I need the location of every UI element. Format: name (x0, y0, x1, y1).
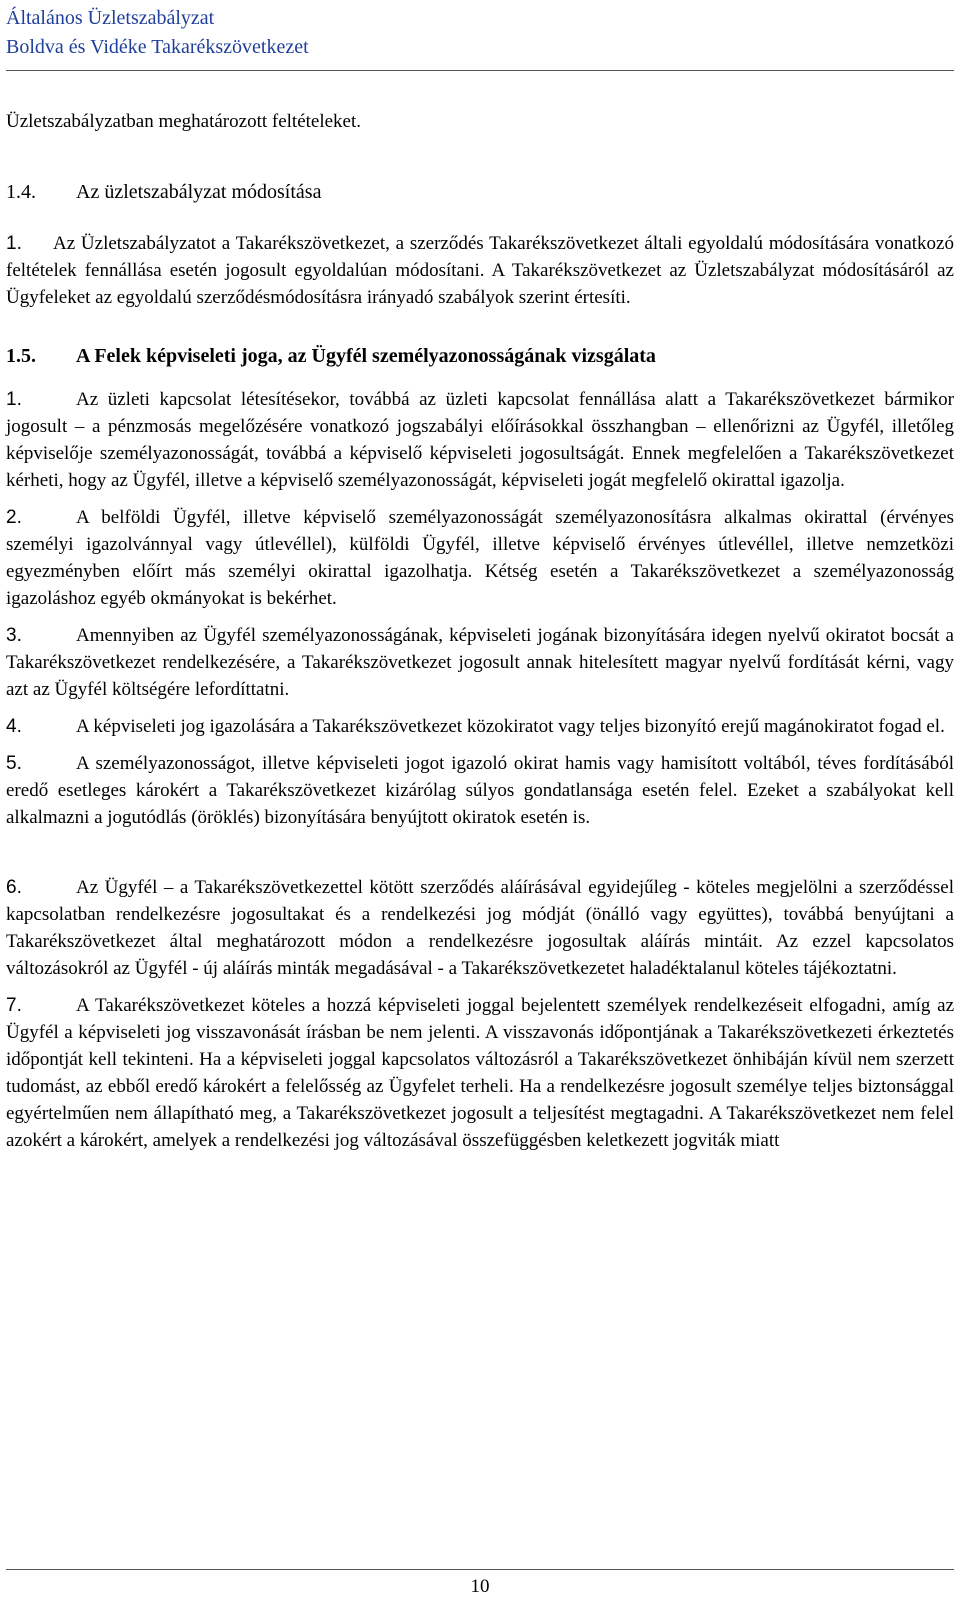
section-number: 1.5. (6, 345, 36, 367)
list-item (6, 992, 954, 1154)
item-number: 2. (6, 507, 22, 528)
footer-rule (6, 1569, 954, 1570)
item-number: 1. (6, 389, 22, 410)
item-text: Amennyiben az Ügyfél személyazonosságának, képviseleti jogának bizonyítására idegen nyelvű okiratot bocsát a Takarékszövetkezet rendelkezésére, a Takarékszövetkezet jogosult annak hitelesített magyar nyelvű fordítását kérni, vagy azt az Ügyfél költségére lefordíttatni. (6, 625, 954, 700)
list-item (6, 230, 954, 311)
item-text: Az Üzletszabályzatot a Takarékszövetkezet, a szerződés Takarékszövetkezet általi egyoldalú módosítására vonatkozó feltételek fennállása esetén jogosult egyoldalúan módosítani. A Takarékszövetkezet az Üzletszabályzat módosításáról az Ügyfeleket az egyoldalú szerződésmódosításra irányadó szabályok szerint értesíti. (6, 233, 954, 308)
item-number: 1. (6, 233, 22, 254)
page-number: 10 (470, 1576, 490, 1597)
list-item (6, 622, 954, 703)
intro-line: Üzletszabályzatban meghatározott feltételeket. (6, 111, 362, 132)
list-item (6, 750, 954, 831)
section-heading-1-5 (6, 342, 954, 370)
section-heading-1-4 (6, 178, 954, 206)
section-title: A Felek képviseleti joga, az Ügyfél személyazonosságának vizsgálata (76, 345, 656, 367)
item-number: 7. (6, 995, 22, 1016)
list-item (6, 713, 954, 740)
item-number: 3. (6, 625, 22, 646)
list-item (6, 386, 954, 494)
header-rule (6, 70, 954, 71)
institution-name: Boldva és Vidéke Takarékszövetkezet (6, 36, 309, 58)
item-number: 6. (6, 877, 22, 898)
section-title: Az üzletszabályzat módosítása (76, 181, 322, 203)
section-number: 1.4. (6, 181, 36, 203)
item-number: 4. (6, 716, 22, 737)
list-item (6, 874, 954, 982)
item-text: Az üzleti kapcsolat létesítésekor, továbbá az üzleti kapcsolat fennállása alatt a Takarékszövetkezet bármikor jogosult – a pénzmosás megelőzésére vonatkozó jogszabályi előírásokkal összhangban – ellenőrizni az Ügyfél, illetőleg képviselője személyazonosságát, továbbá a képviselő képviseleti jogosultságát. Ennek megfelelően a Takarékszövetkezet kérheti, hogy az Ügyfél, illetve a képviselő személyazonosságát, képviseleti jogát megfelelő okirattal igazolja. (6, 389, 954, 491)
page-header (6, 4, 954, 62)
list-item (6, 504, 954, 612)
document-title: Általános Üzletszabályzat (6, 7, 215, 29)
item-text: Az Ügyfél – a Takarékszövetkezettel kötött szerződés aláírásával egyidejűleg - köteles megjelölni a szerződéssel kapcsolatban rendelkezésre jogosultakat és a rendelkezési jog módját (önálló vagy együttes), továbbá benyújtani a Takarékszövetkezet által meghatározott módon a rendelkezésre jogosultak aláírás mintáit. Az ezzel kapcsolatos változásokról az Ügyfél - új aláírás minták megadásával - a Takarékszövetkezetet haladéktalanul köteles tájékoztatni. (6, 877, 954, 979)
item-text: A személyazonosságot, illetve képviseleti jogot igazoló okirat hamis vagy hamisított voltából, téves fordításából eredő esetleges károkért a Takarékszövetkezet kizárólag súlyos gondatlansága esetén felel. Ezeket a szabályokat kell alkalmazni a jogutódlás (öröklés) bizonyítására benyújtott okiratok esetén is. (6, 753, 954, 828)
item-text: A belföldi Ügyfél, illetve képviselő személyazonosságát személyazonosításra alkalmas okirattal (érvényes személyi igazolvánnyal vagy útlevéllel), külföldi Ügyfél, illetve képviselő érvényes útlevéllel, illetve nemzetközi egyezményben előírt más személyi okirattal igazolhatja. Kétség esetén a Takarékszövetkezet a személyazonosság igazoláshoz egyéb okmányokat is bekérhet. (6, 507, 954, 609)
item-number: 5. (6, 753, 22, 774)
item-text: A képviseleti jog igazolására a Takarékszövetkezet közokiratot vagy teljes bizonyító erejű magánokiratot fogad el. (76, 716, 945, 737)
document-body (6, 108, 954, 1154)
item-text: A Takarékszövetkezet köteles a hozzá képviseleti joggal bejelentett személyek rendelkezéseit elfogadni, amíg az Ügyfél a képviseleti jog visszavonását írásban be nem jelenti. A visszavonás időpontjának a Takarékszövetkezeti érkeztetés időpontját kell tekinteni. Ha a képviseleti joggal kapcsolatos változásról a Takarékszövetkezet önhibáján kívül nem szerzett tudomást, az ebből eredő károkért a felelősség az Ügyfelet terheli. Ha a rendelkezésre jogosult személye teljes biztonsággal egyértelműen nem állapítható meg, a Takarékszövetkezet jogosult a teljesítést megtagadni. A Takarékszövetkezet nem felel azokért a károkért, amelyek a rendelkezési jog változásával összefüggésben keletkezett jogviták miatt (6, 995, 954, 1151)
